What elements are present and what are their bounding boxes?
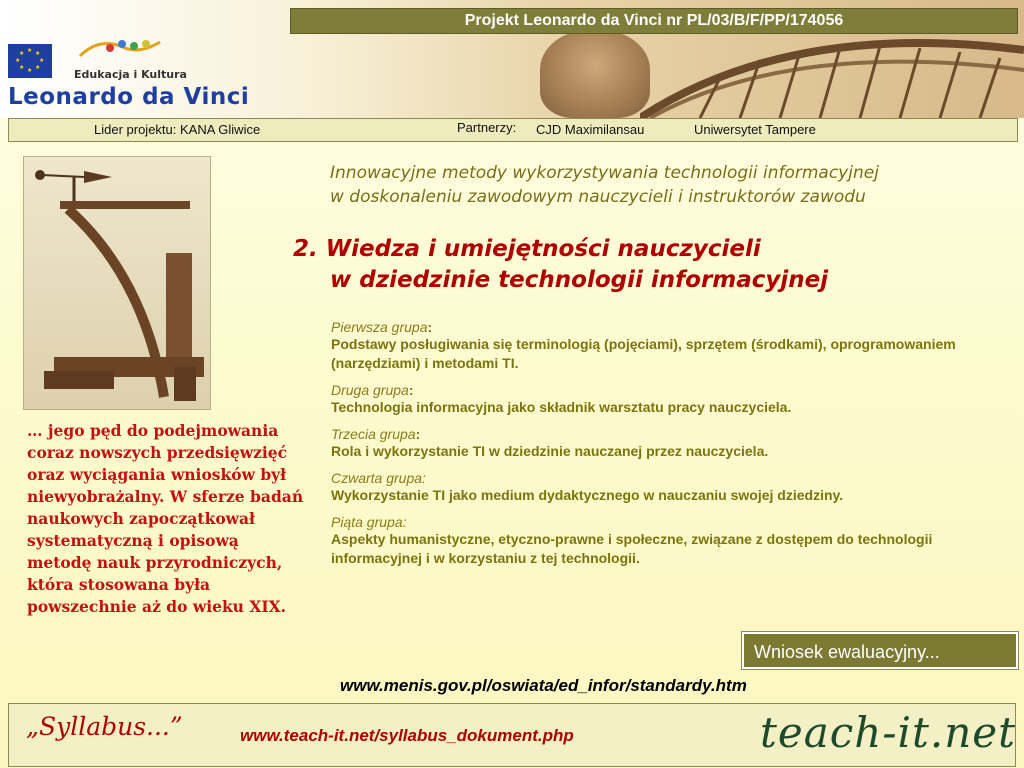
group-text: Rola i wykorzystanie TI w dziedzinie nauczanej przez nauczyciela. <box>331 443 769 459</box>
group-name: Czwarta grupa: <box>331 470 426 486</box>
teach-it-link[interactable]: www.teach-it.net/syllabus_dokument.php <box>240 726 574 745</box>
leonardo-device-photo <box>23 156 211 410</box>
bridge-sketch-image <box>640 30 1024 118</box>
group-item: Trzecia grupa: Rola i wykorzystanie TI w dziedzinie nauczanej przez nauczyciela. <box>331 426 971 461</box>
project-leader: Lider projektu: KANA Gliwice <box>94 122 261 137</box>
group-item <box>331 470 971 505</box>
partners-label: Partnerzy: <box>457 120 517 135</box>
wooden-instrument-image <box>24 157 210 409</box>
edukacja-logo-text: Edukacja i Kultura <box>74 68 187 81</box>
partner-bar <box>8 118 1018 142</box>
syllabus-title: „Syllabus...” <box>26 712 183 741</box>
menis-link[interactable]: www.menis.gov.pl/oswiata/ed_infor/standardy.htm <box>340 676 747 695</box>
group-name: Trzecia grupa <box>331 426 416 442</box>
group-name: Druga grupa <box>331 382 409 398</box>
partner-tampere: Uniwersytet Tampere <box>694 122 816 137</box>
group-text: Aspekty humanistyczne, etyczno-prawne i społeczne, związane z dostępem do technologii informacyjnej i w korzystaniu z tej technologii. <box>331 531 933 566</box>
group-text: Wykorzystanie TI jako medium dydaktycznego w nauczaniu swojej dziedziny. <box>331 487 844 503</box>
group-text: Podstawy posługiwania się terminologią (pojęciami), sprzętem (środkami), oprogramowaniem (narzędziami) i metodami TI. <box>331 336 956 371</box>
heading-line-1: 2. Wiedza i umiejętności nauczycieli <box>293 236 761 262</box>
group-name: Pierwsza grupa <box>331 319 428 335</box>
teach-it-logo: teach-it.net <box>760 708 1016 757</box>
leonardo-portrait <box>540 30 650 118</box>
heading-line-2: w dziedzinie technologii informacyjnej <box>330 267 829 293</box>
group-text: Technologia informacyjna jako składnik warsztatu pracy nauczyciela. <box>331 399 792 415</box>
wniosek-ewaluacyjny-button[interactable]: Wniosek ewaluacyjny... <box>742 632 1018 669</box>
group-item: Pierwsza grupa: Podstawy posługiwania się terminologią (pojęciami), sprzętem (środkami), oprogramowaniem (narzędziami) i metodami TI. <box>331 319 971 373</box>
subtitle-line-2: w doskonaleniu zawodowym nauczycieli i instruktorów zawodu <box>330 187 866 207</box>
leonardo-quote: … jego pęd do podejmowania coraz nowszych przedsięwzięć oraz wyciągania wniosków był niewyobrażalny. W sferze badań naukowych zapoczątkował systematyczną i opisową metodę nauk przyrodniczych, która stosowana była powszechnie aż do wieku XIX. <box>27 421 304 616</box>
partner-cjd: CJD Maximilansau <box>536 122 645 137</box>
subtitle <box>330 161 1020 209</box>
project-title: Projekt Leonardo da Vinci nr PL/03/B/F/PP/174056 <box>290 8 1018 34</box>
page-heading <box>293 234 993 296</box>
eu-flag-logo: ★ ★ ★ ★ ★ ★ ★ ★ <box>8 44 52 78</box>
groups-list <box>331 319 971 577</box>
leonardo-logo-text: Leonardo da Vinci <box>8 84 250 110</box>
group-item: Druga grupa: Technologia informacyjna jako składnik warsztatu pracy nauczyciela. <box>331 382 971 417</box>
group-item <box>331 514 971 568</box>
group-name: Piąta grupa: <box>331 514 407 530</box>
subtitle-line-1: Innowacyjne metody wykorzystywania technologii informacyjnej <box>330 163 879 183</box>
